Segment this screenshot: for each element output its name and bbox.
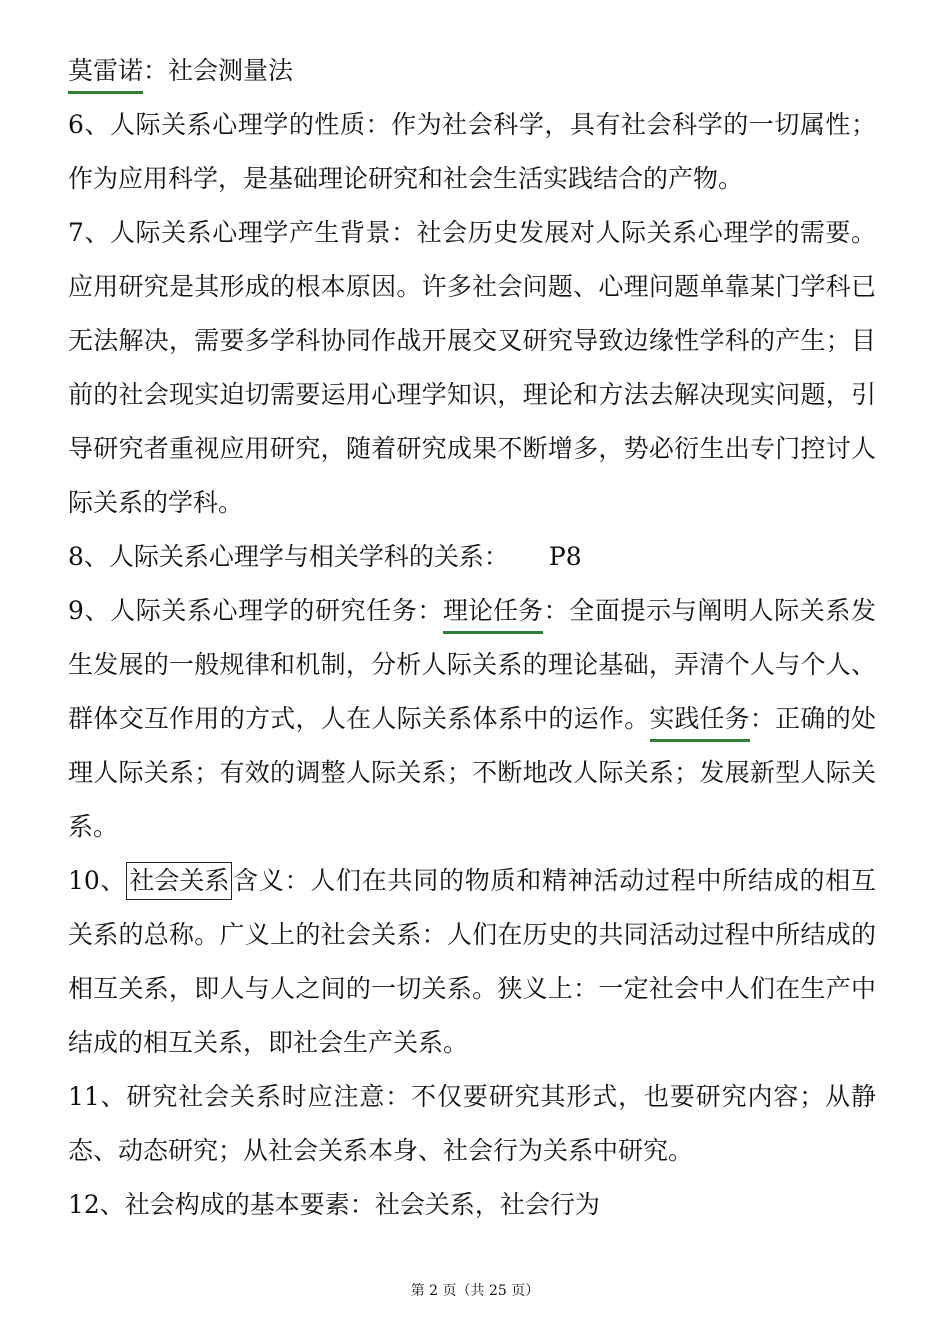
item-8-paragraph [68, 530, 876, 584]
item-9-part1: ：全面提示与阐明人际关系发生发展的一般规律和机制，分析人际关系的理论基础，弄清个人与个人、群体交互作用的方式，人在人际关系体系中的运作。 [68, 596, 876, 733]
item-10-prefix: 10、 [68, 866, 127, 895]
item-9-prefix: 9、人际关系心理学的研究任务： [68, 596, 444, 625]
boxed-term: 社会关系 [126, 862, 232, 900]
page-footer: 第 2 页（共 25 页） [410, 1283, 540, 1299]
item-10-paragraph [68, 854, 876, 1070]
underlined-name: 莫雷诺 [68, 51, 143, 94]
practice-task-term: 实践任务 [650, 699, 750, 742]
item-9-paragraph [68, 584, 876, 854]
heading-line [68, 44, 876, 98]
item-6-paragraph: 6、人际关系心理学的性质：作为社会科学，具有社会科学的一切属性；作为应用科学，是基础理论研究和社会生活实践结合的产物。 [68, 110, 876, 193]
item-11-paragraph: 11、研究社会关系时应注意：不仅要研究其形式，也要研究内容；从静态、动态研究；从社会关系本身、社会行为关系中研究。 [68, 1082, 876, 1165]
theory-task-term: 理论任务 [443, 591, 543, 634]
item-7-paragraph: 7、人际关系心理学产生背景：社会历史发展对人际关系心理学的需要。应用研究是其形成的根本原因。许多社会问题、心理问题单靠某门学科已无法解决，需要多学科协同作战开展交叉研究导致边缘性学科的产生；目前的社会现实迫切需要运用心理学知识，理论和方法去解决现实问题，引导研究者重视应用研究，随着研究成果不断增多，势必衍生出专门控讨人际关系的学科。 [68, 218, 876, 517]
item-8-text: 8、人际关系心理学与相关学科的关系： [68, 542, 509, 571]
heading-rest: ：社会测量法 [143, 56, 294, 85]
document-page [68, 44, 876, 1232]
item-12-paragraph: 12、社会构成的基本要素：社会关系，社会行为 [68, 1190, 600, 1219]
item-9-part2: ：正确的处理人际关系；有效的调整人际关系；不断地改人际关系；发展新型人际关系。 [68, 704, 876, 841]
item-10-text: 含义：人们在共同的物质和精神活动过程中所结成的相互关系的总称。广义上的社会关系：人们在历史的共同活动过程中所结成的相互关系，即人与人之间的一切关系。狭义上：一定社会中人们在生产中结成的相互关系，即社会生产关系。 [68, 866, 876, 1057]
page-reference: P8 [548, 542, 582, 571]
